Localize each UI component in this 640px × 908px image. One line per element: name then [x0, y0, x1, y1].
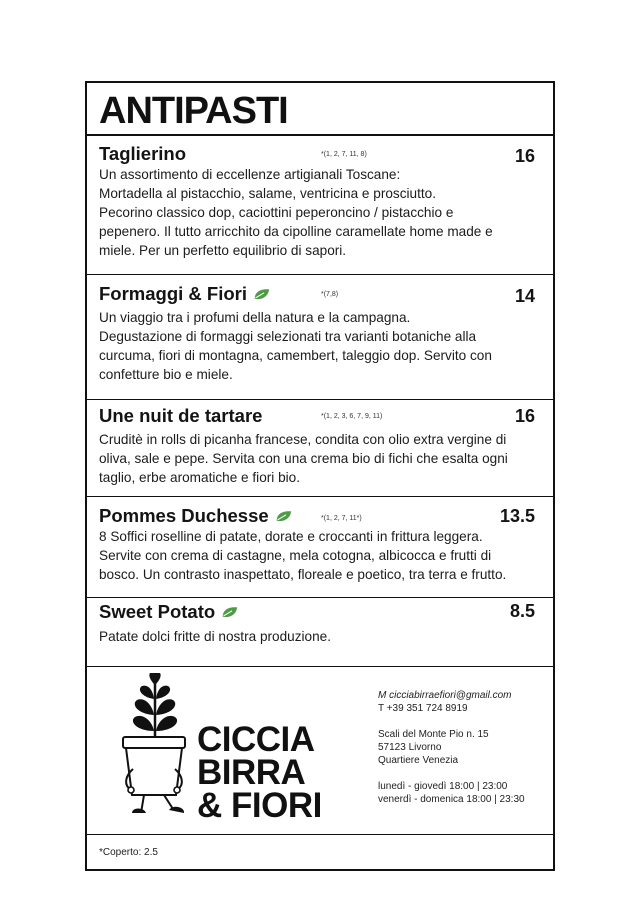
item-description: Patate dolci fritte di nostra produzione. [99, 629, 331, 644]
address-district: Quartiere Venezia [378, 755, 459, 766]
item-allergens: *(1, 2, 7, 11, 8) [321, 151, 367, 158]
leaf-icon [221, 606, 238, 619]
leaf-icon [275, 510, 292, 523]
item-allergens: *(7,8) [321, 291, 339, 298]
item-description: Cruditè in rolls di picanha francese, condita con olio extra vergine di oliva, sale e pepe. Servita con una crema bio di fichi che esalta ogni taglio, erbe aromatiche e fiori bio. [99, 432, 508, 485]
item-allergens: *(1, 2, 7, 11*) [321, 515, 362, 522]
brand-logotype: CICCIA BIRRA & FIORI [197, 720, 322, 825]
footer-block [87, 667, 553, 835]
contact-phone[interactable]: T +39 351 724 8919 [378, 703, 468, 714]
item-price: 14 [514, 286, 535, 306]
plant-pot-character-logo [117, 673, 197, 823]
item-name: Pommes Duchesse [99, 504, 292, 528]
address-street: Scali del Monte Pio n. 15 [378, 729, 489, 740]
item-allergens: *(1, 2, 3, 6, 7, 9, 11) [321, 413, 383, 420]
menu-item-sweet-potato [87, 598, 553, 667]
menu-frame [85, 81, 555, 871]
contact-email[interactable]: M cicciabirraefiori@gmail.com [378, 690, 512, 701]
opening-hours-weekend: venerdì - domenica 18:00 | 23:30 [378, 794, 525, 805]
item-name: Sweet Potato [99, 600, 238, 624]
item-name: Formaggi & Fiori [99, 282, 270, 306]
opening-hours-weekdays: lunedì - giovedì 18:00 | 23:00 [378, 781, 508, 792]
item-price: 8.5 [509, 601, 535, 621]
item-price: 13.5 [499, 506, 535, 526]
menu-item-formaggi-fiori [87, 275, 553, 400]
address-city: 57123 Livorno [378, 742, 442, 753]
section-header [87, 83, 553, 136]
item-description: Un viaggio tra i profumi della natura e la campagna. Degustazione di formaggi selezionati tra varianti botaniche alla curcuma, fiori di montagna, camembert, taleggio dop. Servito con confetture bio e miele. [99, 310, 492, 382]
contact-info [378, 689, 525, 806]
item-name: Une nuit de tartare [99, 405, 263, 426]
leaf-icon [253, 288, 270, 301]
menu-item-taglierino [87, 136, 553, 275]
item-description: Un assortimento di eccellenze artigianali Toscane: Mortadella al pistacchio, salame, ventricina e prosciutto. Pecorino classico dop, caciottini peperoncino / pistacchio e pepenero. Il tutto arricchito da cipolline caramellate home made e miele. Per un perfetto equilibrio di sapori. [99, 167, 493, 258]
menu-item-une-nuit-de-tartare [87, 400, 553, 497]
section-title: ANTIPASTI [99, 90, 288, 132]
menu-item-pommes-duchesse [87, 497, 553, 598]
item-description: 8 Soffici roselline di patate, dorate e croccanti in frittura leggera. Servite con crema di castagne, mela cotogna, albicocca e frutti di bosco. Un contrasto inaspettato, floreale e poetico, tra terra e frutto. [99, 529, 507, 582]
item-price: 16 [514, 146, 535, 166]
cover-charge-note: *Coperto: 2.5 [99, 847, 158, 858]
item-name: Taglierino [99, 143, 187, 164]
item-price: 16 [514, 406, 535, 426]
